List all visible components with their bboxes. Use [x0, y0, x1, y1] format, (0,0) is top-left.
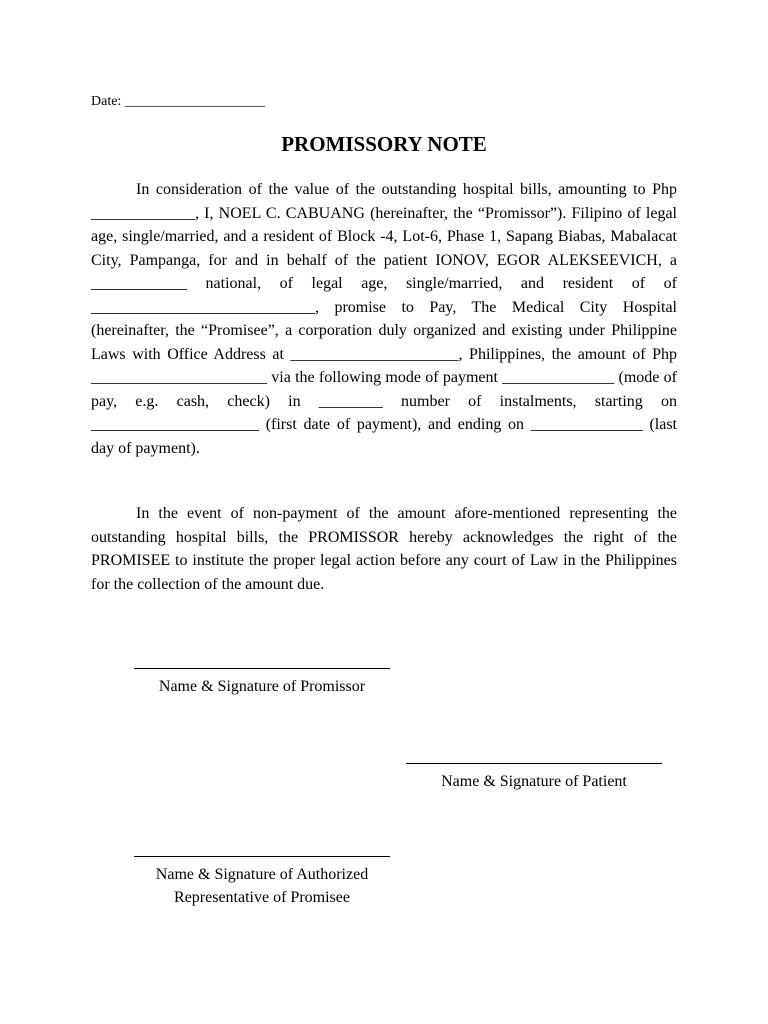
promissor-signature-block	[134, 668, 390, 698]
patient-signature-caption: Name & Signature of Patient	[441, 773, 627, 790]
non-payment-paragraph: In the event of non-payment of the amount afore-mentioned representing the outstanding hospital bills, the PROMISSOR hereby acknowledges the right of the PROMISEE to institute the proper legal action before any court of Law in the Philippines for the collection of the amount due.	[91, 505, 677, 593]
representative-signature-block	[134, 856, 390, 909]
representative-signature-caption: Name & Signature of Authorized Representative of Promisee	[155, 866, 369, 906]
patient-signature-block	[406, 763, 662, 793]
consideration-paragraph: In consideration of the value of the outstanding hospital bills, amounting to Php _____________, I, NOEL C. CABUANG (hereinafter, the “Promissor”). Filipino of legal age, single/married, and a resident of Block -4, Lot-6, Phase 1, Sapang Biabas, Mabalacat City, Pampanga, for and in behalf of the patient IONOV, EGOR ALEKSEEVICH, a ____________ national, of legal age, single/married, and resident of of ____________________________, promise to Pay, The Medical City Hospital (hereinafter, the “Promisee”, a corporation duly organized and existing under Philippine Laws with Office Address at _____________________, Philippines, the amount of Php ______________________ via the following mode of payment ______________ (mode of pay, e.g. cash, check) in ________ number of instalments, starting on _____________________ (first date of payment), and ending on ______________ (last day of payment).	[91, 181, 677, 457]
representative-signature-line	[134, 856, 390, 857]
date-field: Date: ____________________	[91, 94, 265, 109]
promissor-signature-caption: Name & Signature of Promissor	[158, 678, 366, 695]
promissor-signature-line	[134, 668, 390, 669]
document-title: PROMISSORY NOTE	[281, 132, 487, 156]
patient-signature-line	[406, 763, 662, 764]
